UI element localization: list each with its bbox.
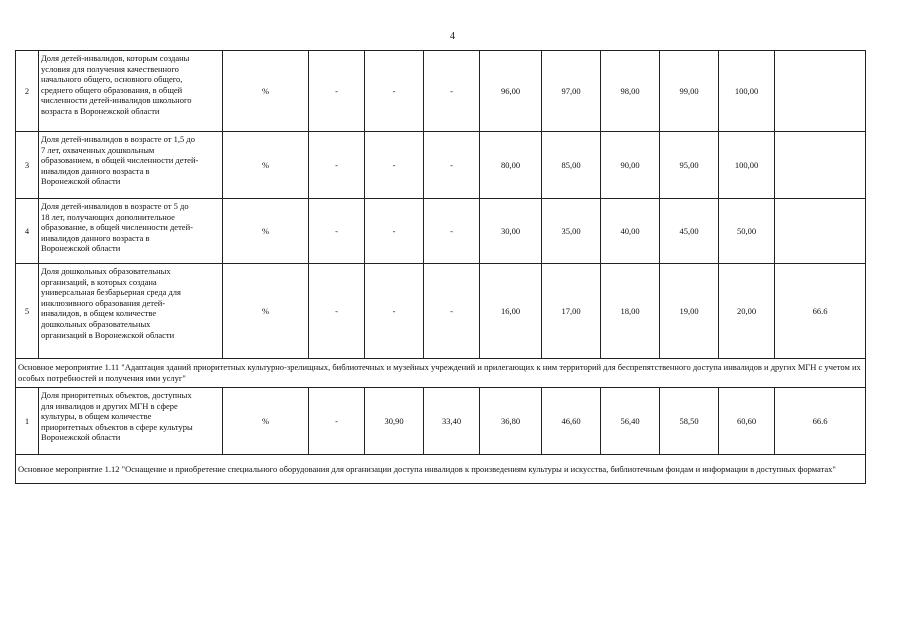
- value-cell: -: [424, 51, 480, 132]
- description-line: численности детей-инвалидов школьного: [41, 95, 192, 106]
- unit-cell: %: [223, 132, 309, 199]
- value-cell: 96,00: [480, 51, 542, 132]
- row-number: 1: [16, 388, 39, 455]
- value-cell: 80,00: [480, 132, 542, 199]
- value-cell: 66.6: [775, 264, 866, 359]
- description-line: Воронежской области: [41, 243, 121, 254]
- table-row: [16, 264, 866, 359]
- description-line: образование, в общей численности детей-: [41, 222, 193, 233]
- description-line: инклюзивного образования детей-: [41, 297, 166, 308]
- value-cell: -: [309, 51, 365, 132]
- section-heading-1-12: Основное мероприятие 1.12 "Оснащение и приобретение специального оборудования для организации доступа инвалидов к произведениям культуры и искусства, библиотечным фондам и информации в доступных форматах": [16, 455, 866, 484]
- indicator-description: [39, 388, 223, 455]
- value-cell: -: [309, 388, 365, 455]
- value-cell: 56,40: [601, 388, 660, 455]
- value-cell: -: [424, 264, 480, 359]
- value-cell: 30,90: [365, 388, 424, 455]
- value-cell: 98,00: [601, 51, 660, 132]
- value-cell: 36,80: [480, 388, 542, 455]
- description-line: дошкольных образовательных: [41, 318, 151, 329]
- value-cell: -: [424, 132, 480, 199]
- description-line: Доля приоритетных объектов, доступных: [41, 390, 192, 400]
- value-cell: 100,00: [719, 51, 775, 132]
- value-cell: -: [309, 264, 365, 359]
- value-cell: 97,00: [542, 51, 601, 132]
- value-cell: 40,00: [601, 199, 660, 264]
- table-row: [16, 51, 866, 132]
- value-cell: -: [365, 199, 424, 264]
- description-line: инвалидов данного возраста в: [41, 232, 150, 243]
- value-cell: 100,00: [719, 132, 775, 199]
- description-line: инвалидов, в общем количестве: [41, 308, 157, 319]
- value-cell: 16,00: [480, 264, 542, 359]
- value-cell: -: [309, 199, 365, 264]
- row-number: 2: [16, 51, 39, 132]
- value-cell: 17,00: [542, 264, 601, 359]
- value-cell: 50,00: [719, 199, 775, 264]
- page-number: 4: [450, 31, 455, 42]
- description-line: организаций в Воронежской области: [41, 329, 175, 340]
- value-cell: 58,50: [660, 388, 719, 455]
- table-row: [16, 199, 866, 264]
- value-cell: 60,60: [719, 388, 775, 455]
- value-cell: [775, 199, 866, 264]
- section-row: [16, 455, 866, 484]
- description-line: инвалидов данного возраста в: [41, 165, 150, 176]
- value-cell: 33,40: [424, 388, 480, 455]
- description-line: приоритетных объектов в сфере культуры: [41, 421, 193, 432]
- table-row: [16, 132, 866, 199]
- value-cell: 35,00: [542, 199, 601, 264]
- description-line: Доля дошкольных образовательных: [41, 266, 171, 276]
- description-line: условия для получения качественного: [41, 63, 179, 74]
- description-line: Доля детей-инвалидов в возрасте от 1,5 до: [41, 134, 195, 144]
- value-cell: 99,00: [660, 51, 719, 132]
- value-cell: 30,00: [480, 199, 542, 264]
- unit-cell: %: [223, 264, 309, 359]
- value-cell: 66.6: [775, 388, 866, 455]
- table-row: [16, 388, 866, 455]
- value-cell: 46,60: [542, 388, 601, 455]
- value-cell: -: [424, 199, 480, 264]
- description-line: культуры, в общем количестве: [41, 411, 152, 422]
- unit-cell: %: [223, 199, 309, 264]
- description-line: Воронежской области: [41, 176, 121, 187]
- value-cell: -: [365, 132, 424, 199]
- indicator-description: [39, 199, 223, 264]
- description-line: организаций, в которых создана: [41, 276, 157, 287]
- description-line: Доля детей-инвалидов, которым созданы: [41, 53, 190, 63]
- value-cell: -: [365, 51, 424, 132]
- description-line: универсальная безбарьерная среда для: [41, 287, 181, 298]
- description-line: для инвалидов и других МГН в сфере: [41, 400, 178, 411]
- row-number: 3: [16, 132, 39, 199]
- indicators-table: [15, 50, 866, 484]
- description-line: 7 лет, охваченных дошкольным: [41, 144, 155, 155]
- description-line: возраста в Воронежской области: [41, 105, 160, 116]
- description-line: 18 лет, получающих дополнительное: [41, 211, 175, 222]
- value-cell: 90,00: [601, 132, 660, 199]
- description-line: Доля детей-инвалидов в возрасте от 5 до: [41, 201, 189, 211]
- indicator-description: [39, 51, 223, 132]
- unit-cell: %: [223, 388, 309, 455]
- value-cell: 85,00: [542, 132, 601, 199]
- description-line: образованием, в общей численности детей-: [41, 155, 199, 166]
- value-cell: -: [309, 132, 365, 199]
- section-heading-1-11: Основное мероприятие 1.11 "Адаптация зданий приоритетных культурно-зрелищных, библиотечных и музейных учреждений и прилегающих к ним территорий для беспрепятственного доступа инвалидов и других МГН с учетом их особых потребностей и получения ими услуг": [16, 359, 866, 388]
- indicator-description: [39, 132, 223, 199]
- value-cell: -: [365, 264, 424, 359]
- value-cell: [775, 132, 866, 199]
- row-number: 5: [16, 264, 39, 359]
- indicator-description: [39, 264, 223, 359]
- value-cell: 19,00: [660, 264, 719, 359]
- description-line: среднего общего образования, в общей: [41, 84, 183, 95]
- value-cell: 18,00: [601, 264, 660, 359]
- unit-cell: %: [223, 51, 309, 132]
- value-cell: 45,00: [660, 199, 719, 264]
- value-cell: [775, 51, 866, 132]
- value-cell: 20,00: [719, 264, 775, 359]
- row-number: 4: [16, 199, 39, 264]
- description-line: начального общего, основного общего,: [41, 74, 183, 85]
- value-cell: 95,00: [660, 132, 719, 199]
- section-row: [16, 359, 866, 388]
- table-body: [16, 51, 866, 484]
- description-line: Воронежской области: [41, 432, 121, 443]
